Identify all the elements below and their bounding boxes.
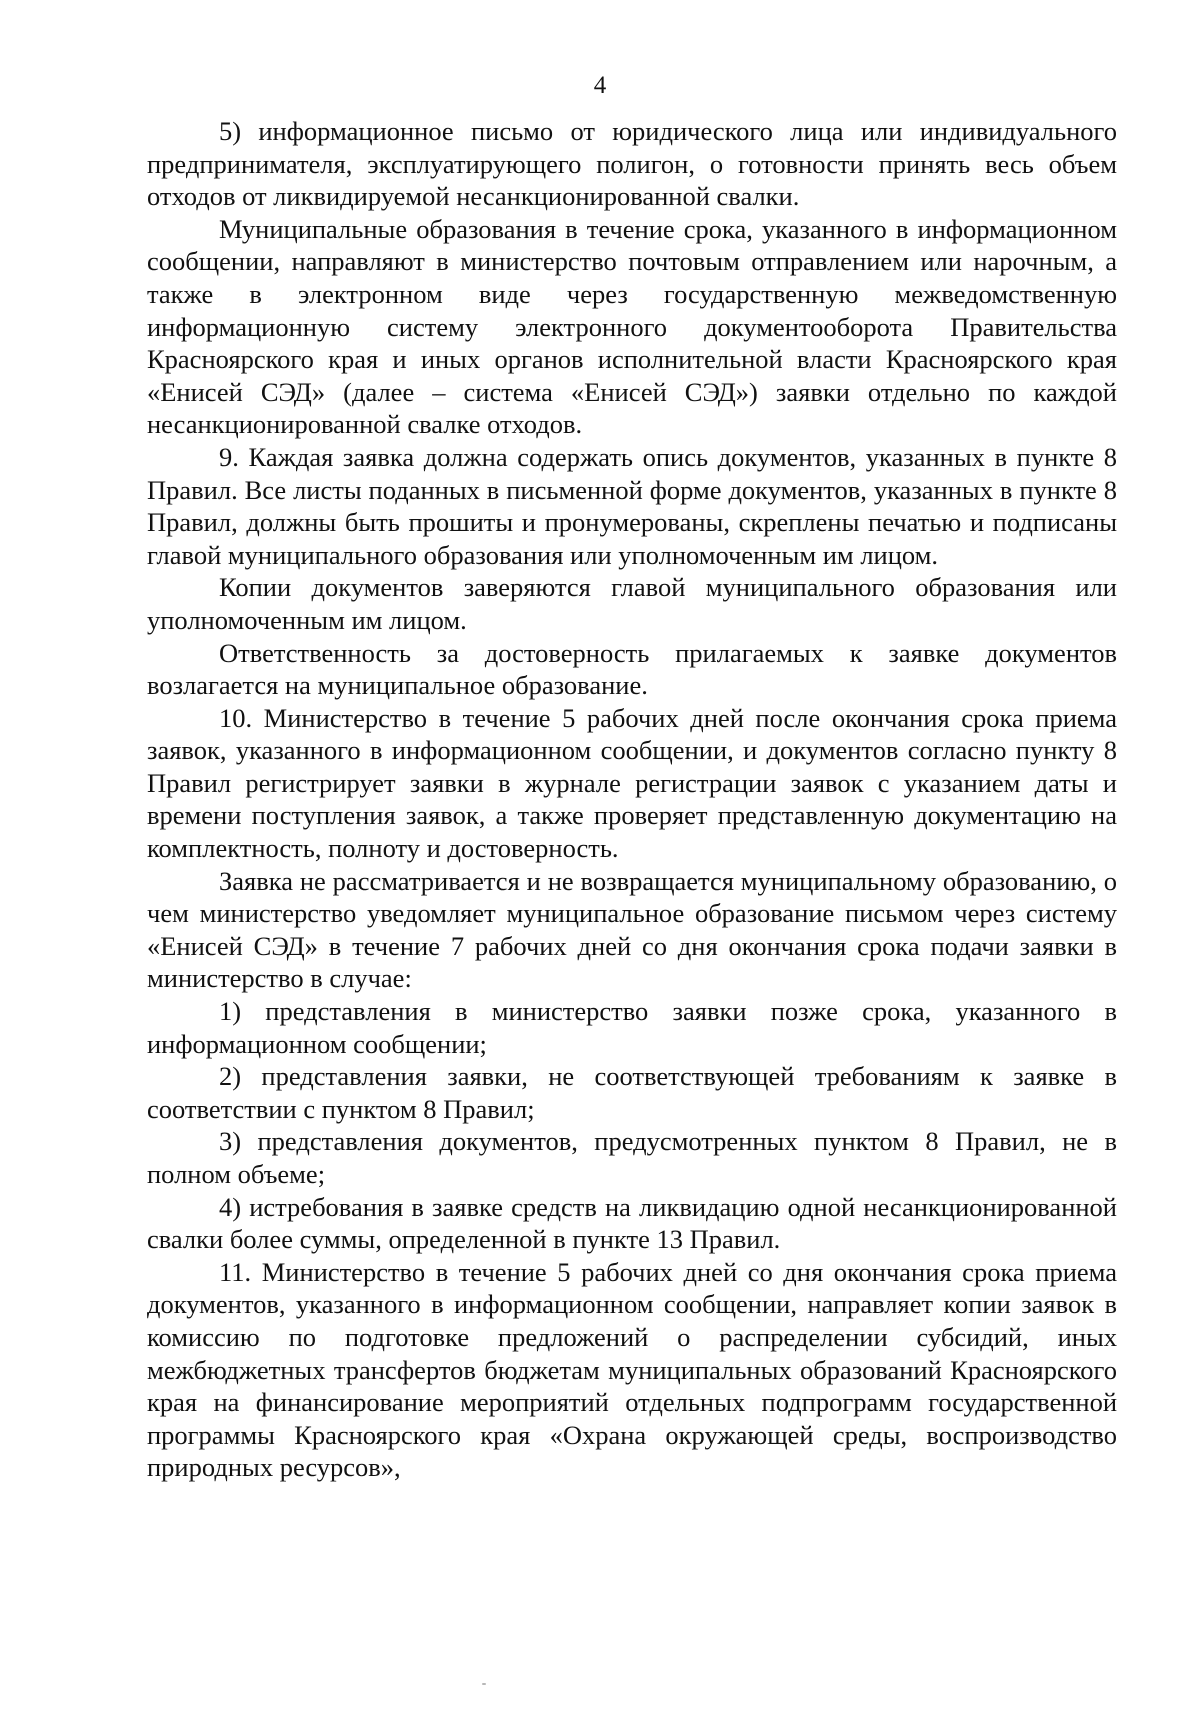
scan-speck: [482, 1683, 486, 1685]
paragraph-clause-11: 11. Министерство в течение 5 рабочих дней со дня окончания срока приема документов, указанного в информационном сообщении, направляет копии заявок в комиссию по подготовке предложений о распределении субсидий, иных межбюджетных трансфертов бюджетам муниципальных образований Красноярского края на финансирование мероприятий отдельных подпрограмм государственной программы Красноярского края «Охрана окружающей среды, воспроизводство природных ресурсов»,: [147, 1256, 1117, 1483]
paragraph-condition-1: 1) представления в министерство заявки позже срока, указанного в информационном сообщении;: [147, 996, 1117, 1059]
paragraph-submission-method: Муниципальные образования в течение срока, указанного в информационном сообщении, направляют в министерство почтовым отправлением или нарочным, а также в электронном виде через государственную межведомственную информационную систему электронного документооборота Правительства Красноярского края и иных органов исполнительной власти Красноярского края «Енисей СЭД» (далее – система «Енисей СЭД») заявки отдельно по каждой несанкционированной свалке отходов.: [147, 213, 1117, 440]
paragraph-condition-3: 3) представления документов, предусмотренных пунктом 8 Правил, не в полном объеме;: [147, 1126, 1117, 1189]
paragraph-clause-9: 9. Каждая заявка должна содержать опись документов, указанных в пункте 8 Правил. Все листы поданных в письменной форме документов, указанных в пункте 8 Правил, должны быть прошиты и пронумерованы, скреплены печатью и подписаны главой муниципального образования или уполномоченным им лицом.: [147, 441, 1117, 570]
page-number: 4: [593, 72, 607, 99]
paragraph-responsibility: Ответственность за достоверность прилагаемых к заявке документов возлагается на муниципальное образование.: [147, 637, 1117, 701]
paragraph-condition-4: 4) истребования в заявке средств на ликвидацию одной несанкционированной свалки более суммы, определенной в пункте 13 Правил.: [147, 1191, 1117, 1255]
document-body: [147, 115, 1117, 1484]
paragraph-clause-10: 10. Министерство в течение 5 рабочих дней после окончания срока приема заявок, указанного в информационном сообщении, и документов согласно пункту 8 Правил регистрирует заявки в журнале регистрации заявок с указанием даты и времени поступления заявок, а также проверяет представленную документацию на комплектность, полноту и достоверность.: [147, 702, 1117, 864]
paragraph-item-5-letter: 5) информационное письмо от юридического лица или индивидуального предпринимателя, эксплуатирующего полигон, о готовности принять весь объем отходов от ликвидируемой несанкционированной свалки.: [147, 116, 1117, 212]
paragraph-copies-certification: Копии документов заверяются главой муниципального образования или уполномоченным им лицом.: [147, 572, 1117, 635]
paragraph-rejection-conditions: Заявка не рассматривается и не возвращается муниципальному образованию, о чем министерство уведомляет муниципальное образование письмом через систему «Енисей СЭД» в течение 7 рабочих дней со дня окончания срока подачи заявки в министерство в случае:: [147, 865, 1117, 994]
paragraph-condition-2: 2) представления заявки, не соответствующей требованиям к заявке в соответствии с пунктом 8 Правил;: [147, 1061, 1117, 1124]
